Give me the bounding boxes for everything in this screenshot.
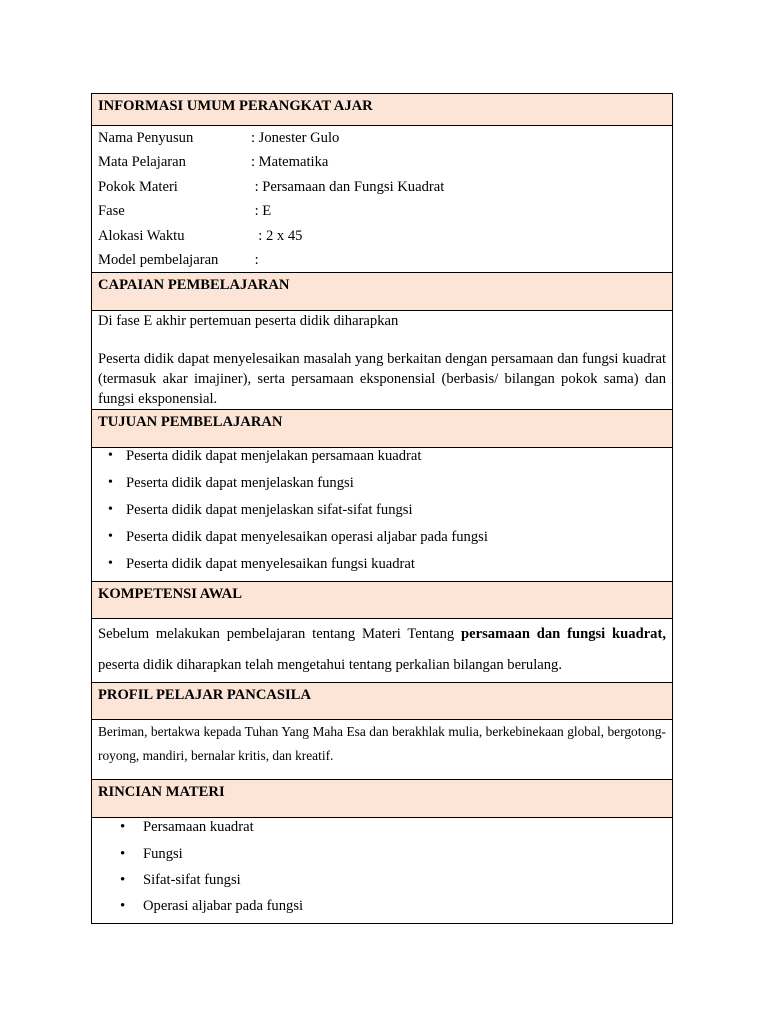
list-item: • Peserta didik dapat menjelakan persamaan kuadrat [98, 446, 666, 473]
section-header-informasi-umum: INFORMASI UMUM PERANGKAT AJAR [92, 94, 673, 126]
field-value: 2 x 45 [265, 227, 303, 244]
kompetensi-text-before: Sebelum melakukan pembelajaran tentang Materi Tentang [98, 626, 462, 643]
section-header-kompetensi: KOMPETENSI AWAL [92, 582, 673, 619]
section-header-capaian: CAPAIAN PEMBELAJARAN [92, 273, 673, 311]
list-item: • Peserta didik dapat menjelaskan fungsi [98, 473, 666, 500]
list-item: • Peserta didik dapat menyelesaikan fungsi kuadrat [98, 554, 666, 581]
section-header-tujuan: TUJUAN PEMBELAJARAN [92, 410, 673, 448]
general-info-cell [92, 126, 673, 273]
tujuan-list [98, 446, 666, 580]
field-value: Jonester Gulo [258, 130, 340, 146]
field-label: Alokasi Waktu [98, 227, 185, 244]
list-item: • Persamaan kuadrat [98, 817, 666, 843]
kompetensi-text-after: peserta didik diharapkan telah mengetahui tentang perkalian bilangan berulang. [98, 657, 562, 674]
field-row [98, 224, 666, 248]
field-separator: : [240, 203, 263, 220]
capaian-body: Peserta didik dapat menyelesaikan masalah yang berkaitan dengan persamaan dan fungsi kuadrat (termasuk akar imajiner), serta persamaan eksponensial (berbasis/ bilangan pokok sama) dan fungsi eksponensial. [98, 351, 666, 408]
field-separator: : [240, 251, 263, 268]
field-separator: : [240, 227, 266, 244]
capaian-cell [92, 311, 673, 410]
field-row [98, 126, 666, 150]
capaian-intro: Di fase E akhir pertemuan peserta didik diharapkan [98, 313, 399, 330]
tujuan-cell [92, 448, 673, 582]
lesson-plan-table [91, 93, 673, 924]
field-label: Model pembelajaran [98, 251, 219, 268]
rincian-cell [92, 818, 673, 924]
field-label: Pokok Materi [98, 178, 178, 195]
field-value: Matematika [258, 154, 329, 171]
field-separator: : [240, 130, 259, 146]
profil-cell [92, 720, 673, 780]
list-item: • Peserta didik dapat menjelaskan sifat-sifat fungsi [98, 500, 666, 527]
field-value: Persamaan dan Fungsi Kuadrat [262, 178, 445, 195]
field-row [98, 150, 666, 174]
field-label: Mata Pelajaran [98, 154, 186, 171]
field-row [98, 175, 666, 199]
section-header-profil: PROFIL PELAJAR PANCASILA [92, 683, 673, 720]
field-separator: : [240, 154, 259, 171]
field-separator: : [240, 178, 263, 195]
list-item: • Peserta didik dapat menyelesaikan operasi aljabar pada fungsi [98, 527, 666, 554]
field-label: Nama Penyusun [98, 130, 194, 146]
kompetensi-text [98, 619, 666, 681]
field-value: E [262, 203, 272, 220]
field-row [98, 199, 666, 223]
kompetensi-text-bold: persamaan dan fungsi kuadrat, [461, 626, 666, 643]
list-item: • Sifat-sifat fungsi [98, 870, 666, 896]
list-item: • Fungsi [98, 844, 666, 870]
rincian-list [98, 817, 666, 922]
section-header-rincian: RINCIAN MATERI [92, 780, 673, 818]
kompetensi-cell [92, 619, 673, 683]
list-item: • Operasi aljabar pada fungsi [98, 896, 666, 922]
profil-text: Beriman, bertakwa kepada Tuhan Yang Maha Esa dan berakhlak mulia, berkebinekaan global, bergotong-royong, mandiri, bernalar kritis, dan kreatif. [98, 724, 666, 764]
field-row [98, 248, 666, 272]
field-label: Fase [98, 203, 125, 220]
